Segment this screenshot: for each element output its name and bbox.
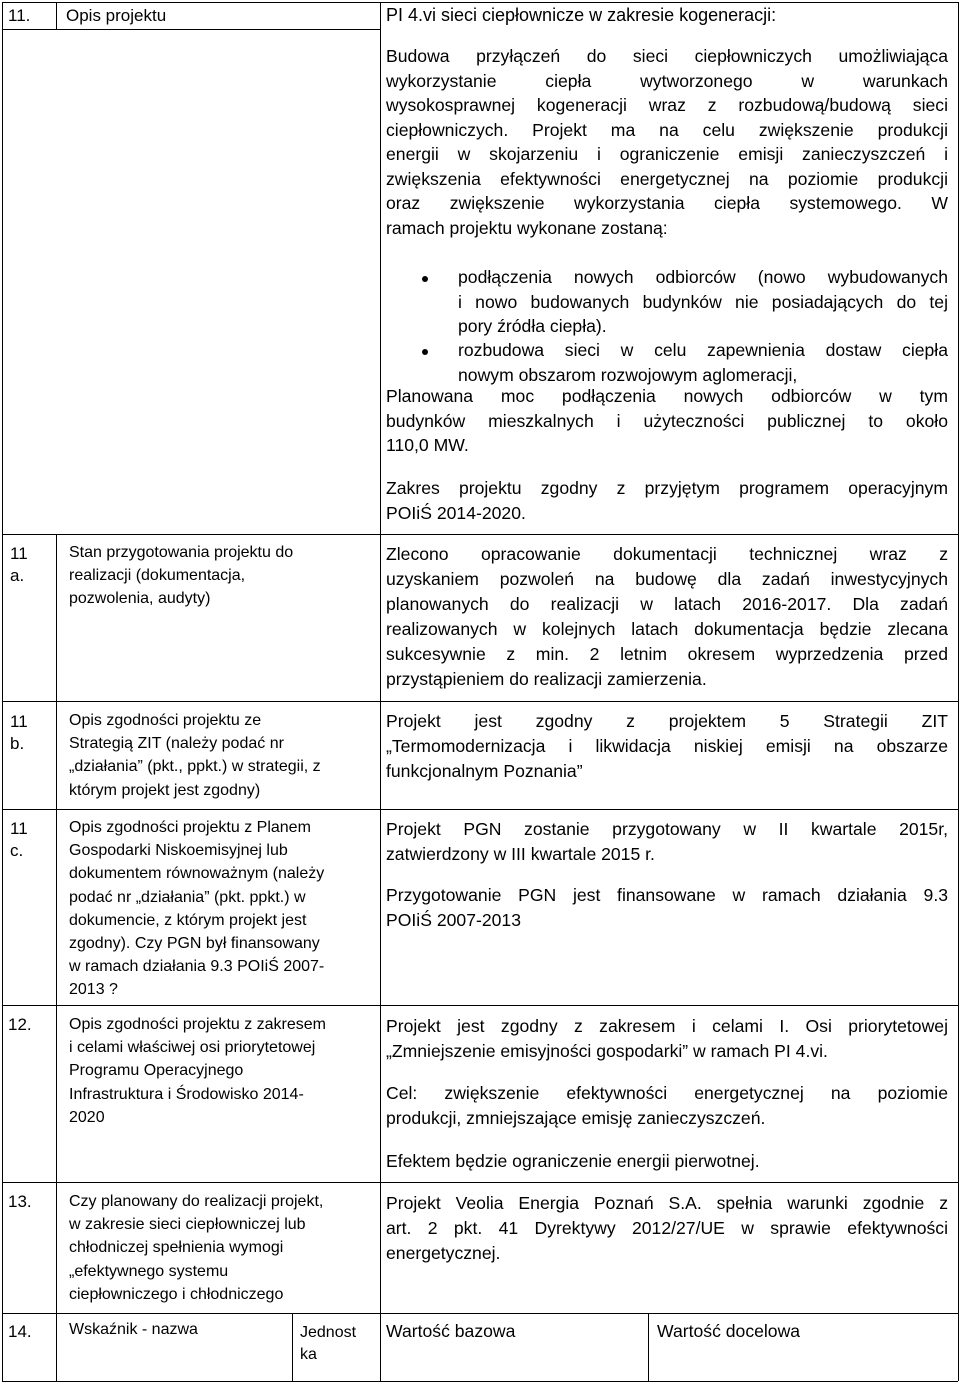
row-divider xyxy=(2,29,380,30)
table-border-top xyxy=(2,2,958,3)
row-11a-number: 11 a. xyxy=(10,544,28,585)
text-line: zwiększenia efektywności energetycznej na poziomie produkcji xyxy=(386,168,948,189)
row-13-label: Czy planowany do realizacji projekt, w zakresie sieci ciepłowniczej lub chłodniczej spełnienia wymogi „efektywnego systemu ciepłowniczego i chłodniczego xyxy=(69,1193,324,1303)
row-12-number: 12. xyxy=(8,1015,32,1034)
text-line: i nowo budowanych budynków nie posiadających do tej xyxy=(458,291,948,312)
row-divider xyxy=(2,1005,958,1006)
text-line: ciepłowniczych. Projekt ma na celu zwiększenie produkcji xyxy=(386,119,948,140)
row-divider xyxy=(2,534,958,535)
text-line: POIiŚ 2014-2020. xyxy=(386,502,526,523)
row-13-number: 13. xyxy=(8,1192,32,1211)
text-line: podłączenia nowych odbiorców (nowo wybudowanych xyxy=(458,267,948,287)
row-12-content-b: Cel: zwiększenie efektywności energetycznej na poziomie produkcji, zmniejszające emisję zanieczyszczeń. xyxy=(386,1083,948,1128)
text-line: energii w skojarzeniu i ograniczenie emisji zanieczyszczeń i xyxy=(386,144,948,164)
bullet-dot-icon xyxy=(422,349,428,355)
row-divider xyxy=(2,701,958,702)
row-11a-content: Zlecono opracowanie dokumentacji technicznej wraz z uzyskaniem pozwoleń na budowę dla zadań inwestycyjnych planowanych do realizacji w latach 2016-2017. Dla zadań realizowanych w kolejnych latach dokumentacja będzie zlecana sukcesywnie z min. 2 letnim okresem wyprzedzenia przed przystąpieniem do realizacji zamierzenia. xyxy=(386,544,948,689)
text-line: wykorzystanie ciepła wytworzonego w warunkach xyxy=(386,70,948,91)
row-divider xyxy=(2,1182,958,1183)
column-divider xyxy=(56,534,57,1381)
row-14-label: Wskaźnik - nazwa xyxy=(69,1321,198,1338)
text-line: nowym obszarom rozwojowym aglomeracji, xyxy=(458,364,798,385)
row-11c-content-a: Projekt PGN zostanie przygotowany w II kwartale 2015r, zatwierdzony w III kwartale 2015 r. xyxy=(386,819,948,864)
table-border-bottom xyxy=(2,1381,958,1382)
row-11c-label: Opis zgodności projektu z Planem Gospodarki Niskoemisyjnej lub dokumentem równoważnym (należy podać nr „działania” (pkt. ppkt.) w dokumencie, z którym projekt jest zgodny). Czy PGN był finansowany w ramach działania 9.3 POIiŚ 2007- 2013 ? xyxy=(69,819,325,999)
row-14-target-value-header: Wartość docelowa xyxy=(657,1321,801,1341)
row-11b-number: 11 b. xyxy=(10,712,28,753)
text-line: 110,0 MW. xyxy=(386,435,469,455)
row-11-bullet-1 xyxy=(458,265,948,339)
column-divider xyxy=(56,2,57,29)
text-line: Budowa przyłączeń do sieci ciepłowniczych umożliwiająca xyxy=(386,46,948,66)
row-11c-number: 11 c. xyxy=(10,819,28,860)
table-border-right xyxy=(958,2,959,1381)
row-divider xyxy=(2,809,958,810)
text-line: rozbudowa sieci w celu zapewnienia dostaw ciepła xyxy=(458,340,948,360)
row-11-heading: PI 4.vi sieci ciepłownicze w zakresie kogeneracji: xyxy=(386,5,777,25)
row-11-label: Opis projektu xyxy=(66,6,167,25)
row-12-content-c: Efektem będzie ograniczenie energii pierwotnej. xyxy=(386,1151,760,1171)
row-12-content-a: Projekt jest zgodny z zakresem i celami I. Osi priorytetowej „Zmniejszenie emisyjności gospodarki” w ramach PI 4.vi. xyxy=(386,1016,948,1061)
text-line: Zakres projektu zgodny z przyjętym programem operacyjnym xyxy=(386,478,948,498)
row-11-bullet-2 xyxy=(458,338,948,387)
column-divider xyxy=(292,1313,293,1381)
column-divider xyxy=(648,1313,649,1381)
row-14-base-value-header: Wartość bazowa xyxy=(386,1321,516,1341)
row-11-number: 11. xyxy=(8,6,31,25)
row-11c-content-b: Przygotowanie PGN jest finansowane w ramach działania 9.3 POIiŚ 2007-2013 xyxy=(386,885,948,930)
text-line: pory źródła ciepła). xyxy=(458,316,607,336)
row-11-power xyxy=(386,384,948,458)
table-border-left xyxy=(2,2,3,1381)
text-line: wysokosprawnej kogeneracji wraz z rozbudową/budową sieci xyxy=(386,95,948,115)
row-11-intro xyxy=(386,44,948,240)
text-line: Planowana moc podłączenia nowych odbiorców w tym xyxy=(386,386,948,406)
row-13-content: Projekt Veolia Energia Poznań S.A. spełnia warunki zgodnie z art. 2 pkt. 41 Dyrektywy 2012/27/UE w sprawie efektywności energetycznej. xyxy=(386,1193,948,1263)
row-11b-label: Opis zgodności projektu ze Strategią ZIT (należy podać nr „działania” (pkt., ppkt.) w strategii, z którym projekt jest zgodny) xyxy=(69,712,321,799)
row-12-label: Opis zgodności projektu z zakresem i celami właściwej osi priorytetowej Programu Operacyjnego Infrastruktura i Środowisko 2014- 2020 xyxy=(69,1016,326,1126)
row-11a-label: Stan przygotowania projektu do realizacji (dokumentacja, pozwolenia, audyty) xyxy=(69,544,294,608)
row-14-number: 14. xyxy=(8,1322,32,1341)
text-line: budynków mieszkalnych i użyteczności publicznej to około xyxy=(386,410,948,431)
row-11-scope xyxy=(386,476,948,525)
row-11b-content: Projekt jest zgodny z projektem 5 Strategii ZIT „Termomodernizacja i likwidacja niskiej emisji na obszarze funkcjonalnym Poznania” xyxy=(386,711,948,781)
text-line: ramach projektu wykonane zostaną: xyxy=(386,217,668,238)
row-14-unit-header: Jednost ka xyxy=(300,1324,357,1363)
row-divider xyxy=(2,1313,958,1314)
column-divider xyxy=(380,2,381,1381)
bullet-dot-icon xyxy=(422,276,428,282)
text-line: oraz zwiększenie wykorzystania ciepła systemowego. W xyxy=(386,193,948,213)
